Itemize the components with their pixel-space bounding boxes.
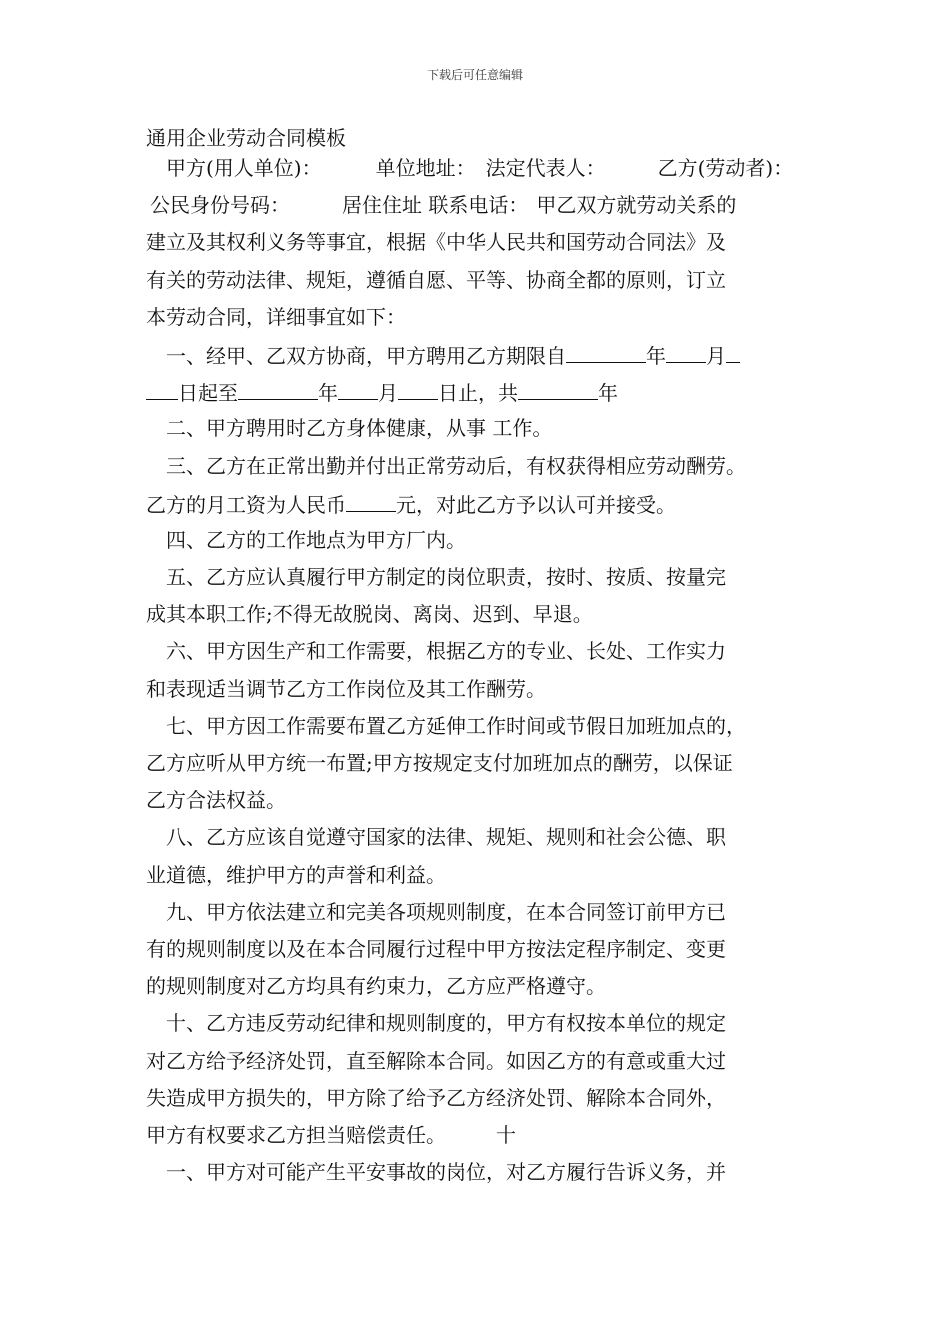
- start-day-blank[interactable]: [146, 373, 178, 400]
- clause-3-line-2: [146, 485, 811, 522]
- residence-label: 居住住址 联系电话：: [342, 193, 529, 218]
- clause-9-line: 的规则制度对乙方均具有约束力，乙方应严格遵守。: [146, 974, 606, 999]
- end-day-blank[interactable]: [398, 373, 438, 400]
- clause-6-line: 和表现适当调节乙方工作岗位及其工作酬劳。: [146, 676, 546, 701]
- clause-2: 二、甲方聘用时乙方身体健康，从事 工作。: [166, 416, 553, 441]
- party-b-label: 乙方(劳动者)：: [657, 156, 794, 180]
- end-month-blank[interactable]: [338, 373, 378, 400]
- parties-line-2: [146, 187, 811, 224]
- contract-body: [146, 150, 811, 1191]
- clause-8-line: 八、乙方应该自觉遵守国家的法律、规矩、规则和社会公德、职: [166, 825, 726, 850]
- clause-5-line: 五、乙方应认真履行甲方制定的岗位职责，按时、按质、按量完: [166, 565, 726, 590]
- clause-10-line: 十、乙方违反劳动纪律和规则制度的，甲方有权按本单位的规定: [166, 1011, 726, 1036]
- intro-line: 本劳动合同，详细事宜如下：: [146, 304, 406, 329]
- clause-1-text: 一、经甲、乙双方协商，甲方聘用乙方期限自: [166, 343, 566, 368]
- clause-3-line-1: 三、乙方在正常出勤并付出正常劳动后，有权获得相应劳动酬劳。: [166, 453, 746, 478]
- intro-start: 甲乙双方就劳动关系的: [536, 193, 737, 218]
- clause-1-line-1: [146, 336, 811, 373]
- intro-line: 有关的劳动法律、规矩，遵循自愿、平等、协商全都的原则，订立: [146, 267, 726, 292]
- clause-10-line: 对乙方给予经济处罚，直至解除本合同。如因乙方的有意或重大过: [146, 1048, 726, 1073]
- clause-4: 四、乙方的工作地点为甲方厂内。: [166, 527, 466, 552]
- salary-suffix: 元，对此乙方予以认可并接受。: [396, 492, 676, 517]
- year-label: 年: [598, 381, 618, 406]
- clause-11-line: 一、甲方对可能产生平安事故的岗位，对乙方履行告诉义务，并: [166, 1160, 726, 1185]
- clause-7-line: 乙方合法权益。: [146, 788, 286, 813]
- clause-10-line: 失造成甲方损失的，甲方除了给予乙方经济处罚、解除本合同外，: [146, 1085, 726, 1110]
- day-end-label: 日止，共: [438, 381, 518, 406]
- clause-7-line: 乙方应听从甲方统一布置;甲方按规定支付加班加点的酬劳，以保证: [146, 751, 733, 775]
- monthly-salary-blank[interactable]: [346, 485, 396, 512]
- id-number-label: 公民身份号码：: [150, 193, 290, 218]
- salary-label: 乙方的月工资为人民币: [146, 492, 346, 517]
- page-header-note: 下载后可任意编辑: [426, 68, 523, 82]
- clause-9-line: 九、甲方依法建立和完美各项规则制度，在本合同签订前甲方已: [166, 899, 726, 924]
- clause-7-line: 七、甲方因工作需要布置乙方延伸工作时间或节假日加班加点的，: [166, 713, 746, 738]
- month-label: 月: [378, 381, 398, 406]
- document-title: 通用企业劳动合同模板: [146, 126, 346, 150]
- year-label: 年: [646, 343, 666, 368]
- end-year-blank[interactable]: [238, 373, 318, 400]
- clause-9-line: 有的规则制度以及在本合同履行过程中甲方按法定程序制定、变更: [146, 936, 726, 961]
- clause-10-line: 甲方有权要求乙方担当赔偿责任。 十: [146, 1122, 516, 1147]
- intro-line: 建立及其权利义务等事宜，根据《中华人民共和国劳动合同法》及: [146, 230, 726, 255]
- start-month-blank[interactable]: [666, 336, 706, 363]
- parties-line-1: [146, 150, 811, 187]
- month-label: 月: [706, 343, 726, 368]
- clause-6-line: 六、甲方因生产和工作需要，根据乙方的专业、长处、工作实力: [166, 639, 726, 664]
- address-label: 单位地址：: [375, 156, 476, 180]
- legal-rep-label: 法定代表人：: [485, 156, 606, 180]
- day-start-label: 日起至: [178, 381, 238, 406]
- year-label: 年: [318, 381, 338, 406]
- party-a-label: 甲方(用人单位)：: [166, 156, 322, 180]
- start-day-blank-part[interactable]: [726, 336, 740, 363]
- total-years-blank[interactable]: [518, 373, 598, 400]
- clause-1-line-2: [146, 373, 811, 410]
- start-year-blank[interactable]: [566, 336, 646, 363]
- clause-5-line: 成其本职工作;不得无故脱岗、离岗、迟到、早退。: [146, 602, 593, 627]
- clause-8-line: 业道德，维护甲方的声誉和利益。: [146, 862, 446, 887]
